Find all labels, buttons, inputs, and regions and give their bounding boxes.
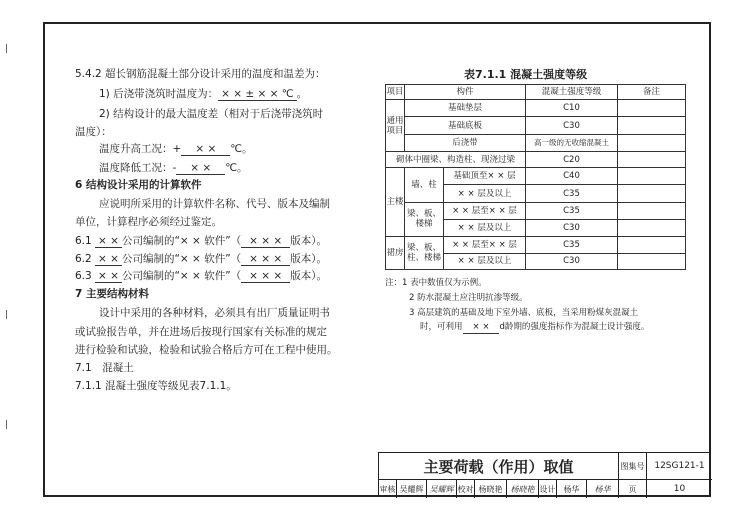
software-2-company: × × bbox=[95, 254, 122, 266]
section-6-para-1: 应说明所采用的计算软件名称、代号、版本及编制 bbox=[99, 198, 330, 210]
note-1: 注：1 表中数值仅为示例。 bbox=[385, 278, 487, 288]
temp-drop-label: 温度降低工况：- bbox=[99, 162, 177, 174]
grade-cell: C35 bbox=[526, 236, 618, 253]
note-3-cont-suffix: d龄期的强度指标作为混凝土设计强度。 bbox=[499, 322, 650, 332]
temp-rise-suffix: ℃。 bbox=[230, 143, 253, 155]
software-1-suffix: 版本）。 bbox=[290, 235, 327, 247]
atlas-number-label: 图集号 bbox=[619, 453, 647, 480]
range-cell: × × 层及以上 bbox=[444, 219, 526, 236]
range-cell: × × 层至× × 层 bbox=[444, 236, 526, 253]
temp-drop-suffix: ℃。 bbox=[225, 162, 248, 174]
range-cell: × × 层及以上 bbox=[444, 253, 526, 269]
remark-cell bbox=[618, 236, 686, 253]
member-cell: 砌体中圈梁、构造柱、现浇过梁 bbox=[386, 152, 526, 168]
remark-cell bbox=[618, 253, 686, 269]
software-2-suffix: 版本）。 bbox=[290, 253, 327, 265]
software-1-company: × × bbox=[95, 236, 122, 248]
grade-cell: C35 bbox=[526, 185, 618, 202]
note-3: 3 高层建筑的基础及地下室外墙、底板，当采用粉煤灰混凝土 bbox=[409, 308, 639, 318]
max-temp-diff-line: 2) 结构设计的最大温度差（相对于后浇带浇筑时 bbox=[99, 108, 324, 120]
group-main-building: 主楼 bbox=[386, 168, 405, 236]
atlas-number: 12SG121-1 bbox=[647, 453, 712, 480]
grade-cell: C30 bbox=[526, 219, 618, 236]
design-signature: 杨华 bbox=[587, 480, 619, 498]
grade-cell: C30 bbox=[526, 253, 618, 269]
pour-temp-value: × × ± × × ℃ bbox=[218, 89, 296, 101]
margin-tick bbox=[6, 44, 10, 53]
remark-cell bbox=[618, 219, 686, 236]
section-7-para-3: 进行检验和试验，检验和试验合格后方可在工程中使用。 bbox=[75, 344, 338, 356]
margin-tick bbox=[6, 420, 10, 429]
pour-temp-line bbox=[99, 86, 307, 101]
software-2-version: × × × bbox=[241, 254, 290, 266]
grade-cell: C10 bbox=[526, 100, 618, 117]
margin-tick bbox=[6, 310, 10, 319]
note-2: 2 防水混凝土应注明抗渗等级。 bbox=[409, 293, 528, 303]
header-remark: 备注 bbox=[618, 85, 686, 100]
section-7-1: 7.1 混凝土 bbox=[75, 362, 134, 374]
note-3-days-value: × × bbox=[463, 322, 500, 334]
section-7-para-1: 设计中采用的各种材料，必须具有出厂质量证明书 bbox=[99, 307, 330, 319]
page-number: 10 bbox=[673, 484, 686, 494]
design-name: 杨华 bbox=[557, 480, 587, 498]
review-label: 审核 bbox=[379, 480, 397, 498]
max-temp-diff-line-cont: 温度）： bbox=[75, 126, 112, 138]
pour-temp-label: 1) 后浇带浇筑时温度为： bbox=[99, 88, 219, 100]
temp-drop-line bbox=[99, 160, 248, 175]
header-member: 构件 bbox=[405, 85, 526, 100]
note-3-cont-prefix: 时，可利用 bbox=[420, 322, 463, 332]
table-row bbox=[386, 100, 686, 117]
check-label: 校对 bbox=[457, 480, 475, 498]
table-row bbox=[386, 135, 686, 152]
group-general: 通用 项目 bbox=[386, 100, 405, 152]
heading-section-6: 6 结构设计采用的计算软件 bbox=[75, 179, 202, 191]
software-2-number: 6.2 bbox=[75, 253, 92, 265]
header-item: 项目 bbox=[386, 85, 405, 100]
temp-rise-value: × × bbox=[181, 144, 230, 156]
temp-rise-line bbox=[99, 141, 253, 156]
table-caption: 表7.1.1 混凝土强度等级 bbox=[464, 68, 588, 81]
software-item-2 bbox=[75, 251, 327, 266]
header-grade: 混凝土强度等级 bbox=[526, 85, 618, 100]
software-3-company: × × bbox=[95, 271, 122, 283]
remark-cell bbox=[618, 100, 686, 117]
heading-section-7: 7 主要结构材料 bbox=[75, 288, 149, 300]
page-label: 页 bbox=[619, 480, 647, 498]
software-3-text: 公司编制的“× × 软件”（ bbox=[121, 270, 242, 282]
design-label: 设计 bbox=[539, 480, 557, 498]
grade-cell: C40 bbox=[526, 168, 618, 185]
clause-5-4-2: 5.4.2 超长钢筋混凝土部分设计采用的温度和温差为： bbox=[75, 68, 326, 80]
table-row bbox=[386, 202, 686, 219]
beam-slab-stair-cell: 梁、板、楼梯 bbox=[405, 202, 444, 236]
grade-cell: C20 bbox=[526, 152, 618, 168]
software-item-3 bbox=[75, 268, 327, 283]
table-row bbox=[386, 152, 686, 168]
range-cell: × × 层及以上 bbox=[444, 185, 526, 202]
software-3-number: 6.3 bbox=[75, 270, 92, 282]
software-2-text: 公司编制的“× × 软件”（ bbox=[121, 253, 242, 265]
member-cell: 基础底板 bbox=[405, 117, 526, 135]
podium-member-cell: 梁、板、柱、楼梯 bbox=[405, 236, 444, 269]
table-row bbox=[386, 117, 686, 135]
grade-cell: C30 bbox=[526, 117, 618, 135]
range-cell: × × 层至× × 层 bbox=[444, 202, 526, 219]
software-1-text: 公司编制的“× × 软件”（ bbox=[121, 235, 242, 247]
title-block bbox=[378, 452, 711, 497]
section-7-para-2: 或试验报告单，并在进场后按现行国家有关标准的规定 bbox=[75, 326, 327, 338]
remark-cell bbox=[618, 117, 686, 135]
section-6-para-2: 单位，计算程序必须经过鉴定。 bbox=[75, 216, 222, 228]
note-3-cont bbox=[420, 320, 649, 334]
software-item-1 bbox=[75, 233, 327, 248]
member-cell: 后浇带 bbox=[405, 135, 526, 152]
member-cell: 基础垫层 bbox=[405, 100, 526, 117]
drawing-title: 主要荷载（作用）取值 bbox=[379, 453, 619, 480]
range-cell: 基础顶至× × 层 bbox=[444, 168, 526, 185]
remark-cell bbox=[618, 152, 686, 168]
pour-temp-suffix: 。 bbox=[296, 88, 308, 100]
software-3-version: × × × bbox=[241, 271, 290, 283]
temp-rise-label: 温度升高工况：+ bbox=[99, 143, 182, 155]
review-name: 吴耀辉 bbox=[397, 480, 427, 498]
section-7-1-1: 7.1.1 混凝土强度等级见表7.1.1。 bbox=[75, 380, 237, 392]
check-signature: 杨晓艳 bbox=[507, 480, 539, 498]
remark-cell bbox=[618, 202, 686, 219]
remark-cell bbox=[618, 185, 686, 202]
remark-cell bbox=[618, 168, 686, 185]
grade-cell: C35 bbox=[526, 202, 618, 219]
concrete-strength-table bbox=[385, 84, 686, 270]
wall-column-cell: 墙、柱 bbox=[405, 168, 444, 202]
group-podium: 裙房 bbox=[386, 236, 405, 269]
grade-cell: 高一级的无收缩混凝土 bbox=[526, 135, 618, 152]
table-header-row bbox=[386, 85, 686, 100]
software-1-version: × × × bbox=[241, 236, 290, 248]
check-name: 杨晓艳 bbox=[475, 480, 507, 498]
software-1-number: 6.1 bbox=[75, 235, 92, 247]
table-row bbox=[386, 236, 686, 253]
software-3-suffix: 版本）。 bbox=[290, 270, 327, 282]
temp-drop-value: × × bbox=[176, 163, 225, 175]
remark-cell bbox=[618, 135, 686, 152]
review-signature: 吴耀辉 bbox=[427, 480, 457, 498]
table-row bbox=[386, 168, 686, 185]
